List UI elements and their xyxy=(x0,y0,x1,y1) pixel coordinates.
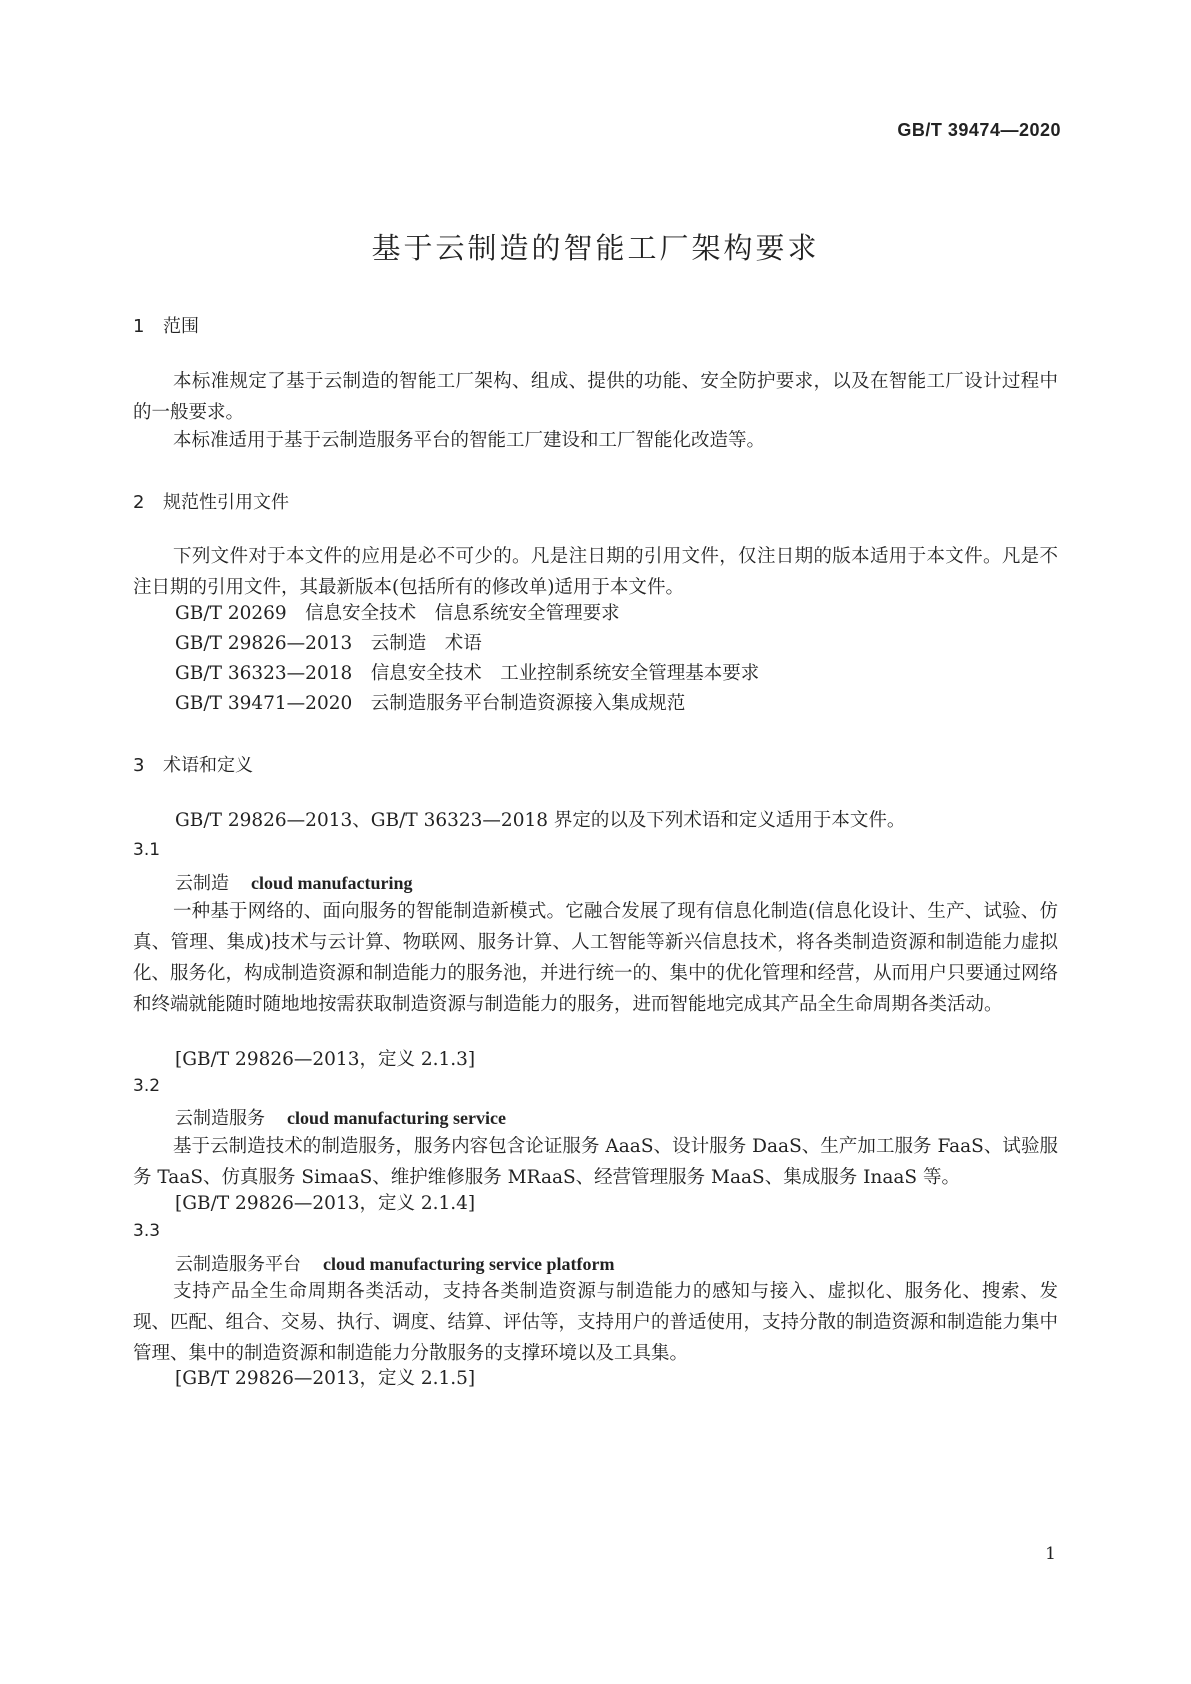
standard-code: GB/T 39474—2020 xyxy=(897,120,1061,140)
term-en: cloud manufacturing service platform xyxy=(323,1254,615,1274)
term-source: [GB/T 29826—2013，定义 2.1.3] xyxy=(175,1049,476,1070)
page-number: 1 xyxy=(1045,1544,1056,1564)
section-1-heading xyxy=(133,312,199,338)
term-heading xyxy=(175,1250,614,1276)
reference-item: GB/T 20269 信息安全技术 信息系统安全管理要求 xyxy=(175,603,620,624)
section-number: 3 xyxy=(133,755,145,776)
reference-item: GB/T 36323—2018 信息安全技术 工业控制系统安全管理基本要求 xyxy=(175,663,760,684)
document-title: 基于云制造的智能工厂架构要求 xyxy=(371,231,820,265)
reference-item: GB/T 39471—2020 云制造服务平台制造资源接入集成规范 xyxy=(175,693,686,714)
section-3-intro: GB/T 29826—2013、GB/T 36323—2018 界定的以及下列术语和定义适用于本文件。 xyxy=(175,810,906,831)
term-definition: 一种基于网络的、面向服务的智能制造新模式。它融合发展了现有信息化制造(信息化设计、生产、试验、仿真、管理、集成)技术与云计算、物联网、服务计算、人工智能等新兴信息技术，将各类制造资源和制造能力虚拟化、服务化，构成制造资源和制造能力的服务池，并进行统一的、集中的优化管理和经营，从而用户只要通过网络和终端就能随时随地地按需获取制造资源与制造能力的服务，进而智能地完成其产品全生命周期各类活动。 xyxy=(133,901,1059,1015)
term-zh: 云制造服务平台 xyxy=(175,1254,301,1275)
term-zh: 云制造 xyxy=(175,873,229,894)
term-definition: 基于云制造技术的制造服务，服务内容包含论证服务 AaaS、设计服务 DaaS、生产加工服务 FaaS、试验服务 TaaS、仿真服务 SimaaS、维护维修服务 MRaaS、经营管理服务 MaaS、集成服务 InaaS 等。 xyxy=(133,1136,1058,1188)
term-source: [GB/T 29826—2013，定义 2.1.5] xyxy=(175,1368,476,1389)
section-1-paragraph-1: 本标准规定了基于云制造的智能工厂架构、组成、提供的功能、安全防护要求，以及在智能工厂设计过程中的一般要求。 xyxy=(133,371,1058,423)
term-number: 3.1 xyxy=(133,840,161,860)
section-2-heading xyxy=(133,488,289,514)
term-heading xyxy=(175,869,413,895)
section-title: 术语和定义 xyxy=(163,755,253,776)
section-number: 1 xyxy=(133,316,145,337)
section-title: 规范性引用文件 xyxy=(163,492,289,513)
term-definition: 支持产品全生命周期各类活动，支持各类制造资源与制造能力的感知与接入、虚拟化、服务化、搜索、发现、匹配、组合、交易、执行、调度、结算、评估等，支持用户的普适使用，支持分散的制造资源和制造能力集中管理、集中的制造资源和制造能力分散服务的支撑环境以及工具集。 xyxy=(133,1281,1059,1364)
term-en: cloud manufacturing xyxy=(251,873,413,893)
section-3-heading xyxy=(133,751,253,777)
term-number: 3.2 xyxy=(133,1076,161,1096)
term-source: [GB/T 29826—2013，定义 2.1.4] xyxy=(175,1193,476,1214)
section-title: 范围 xyxy=(163,316,199,337)
term-number: 3.3 xyxy=(133,1221,161,1241)
section-1-paragraph-2: 本标准适用于基于云制造服务平台的智能工厂建设和工厂智能化改造等。 xyxy=(173,430,766,451)
reference-item: GB/T 29826—2013 云制造 术语 xyxy=(175,633,482,654)
term-heading xyxy=(175,1104,506,1130)
term-en: cloud manufacturing service xyxy=(287,1108,506,1128)
section-number: 2 xyxy=(133,492,145,513)
section-2-intro: 下列文件对于本文件的应用是必不可少的。凡是注日期的引用文件，仅注日期的版本适用于本文件。凡是不注日期的引用文件，其最新版本(包括所有的修改单)适用于本文件。 xyxy=(133,546,1058,598)
term-zh: 云制造服务 xyxy=(175,1108,265,1129)
